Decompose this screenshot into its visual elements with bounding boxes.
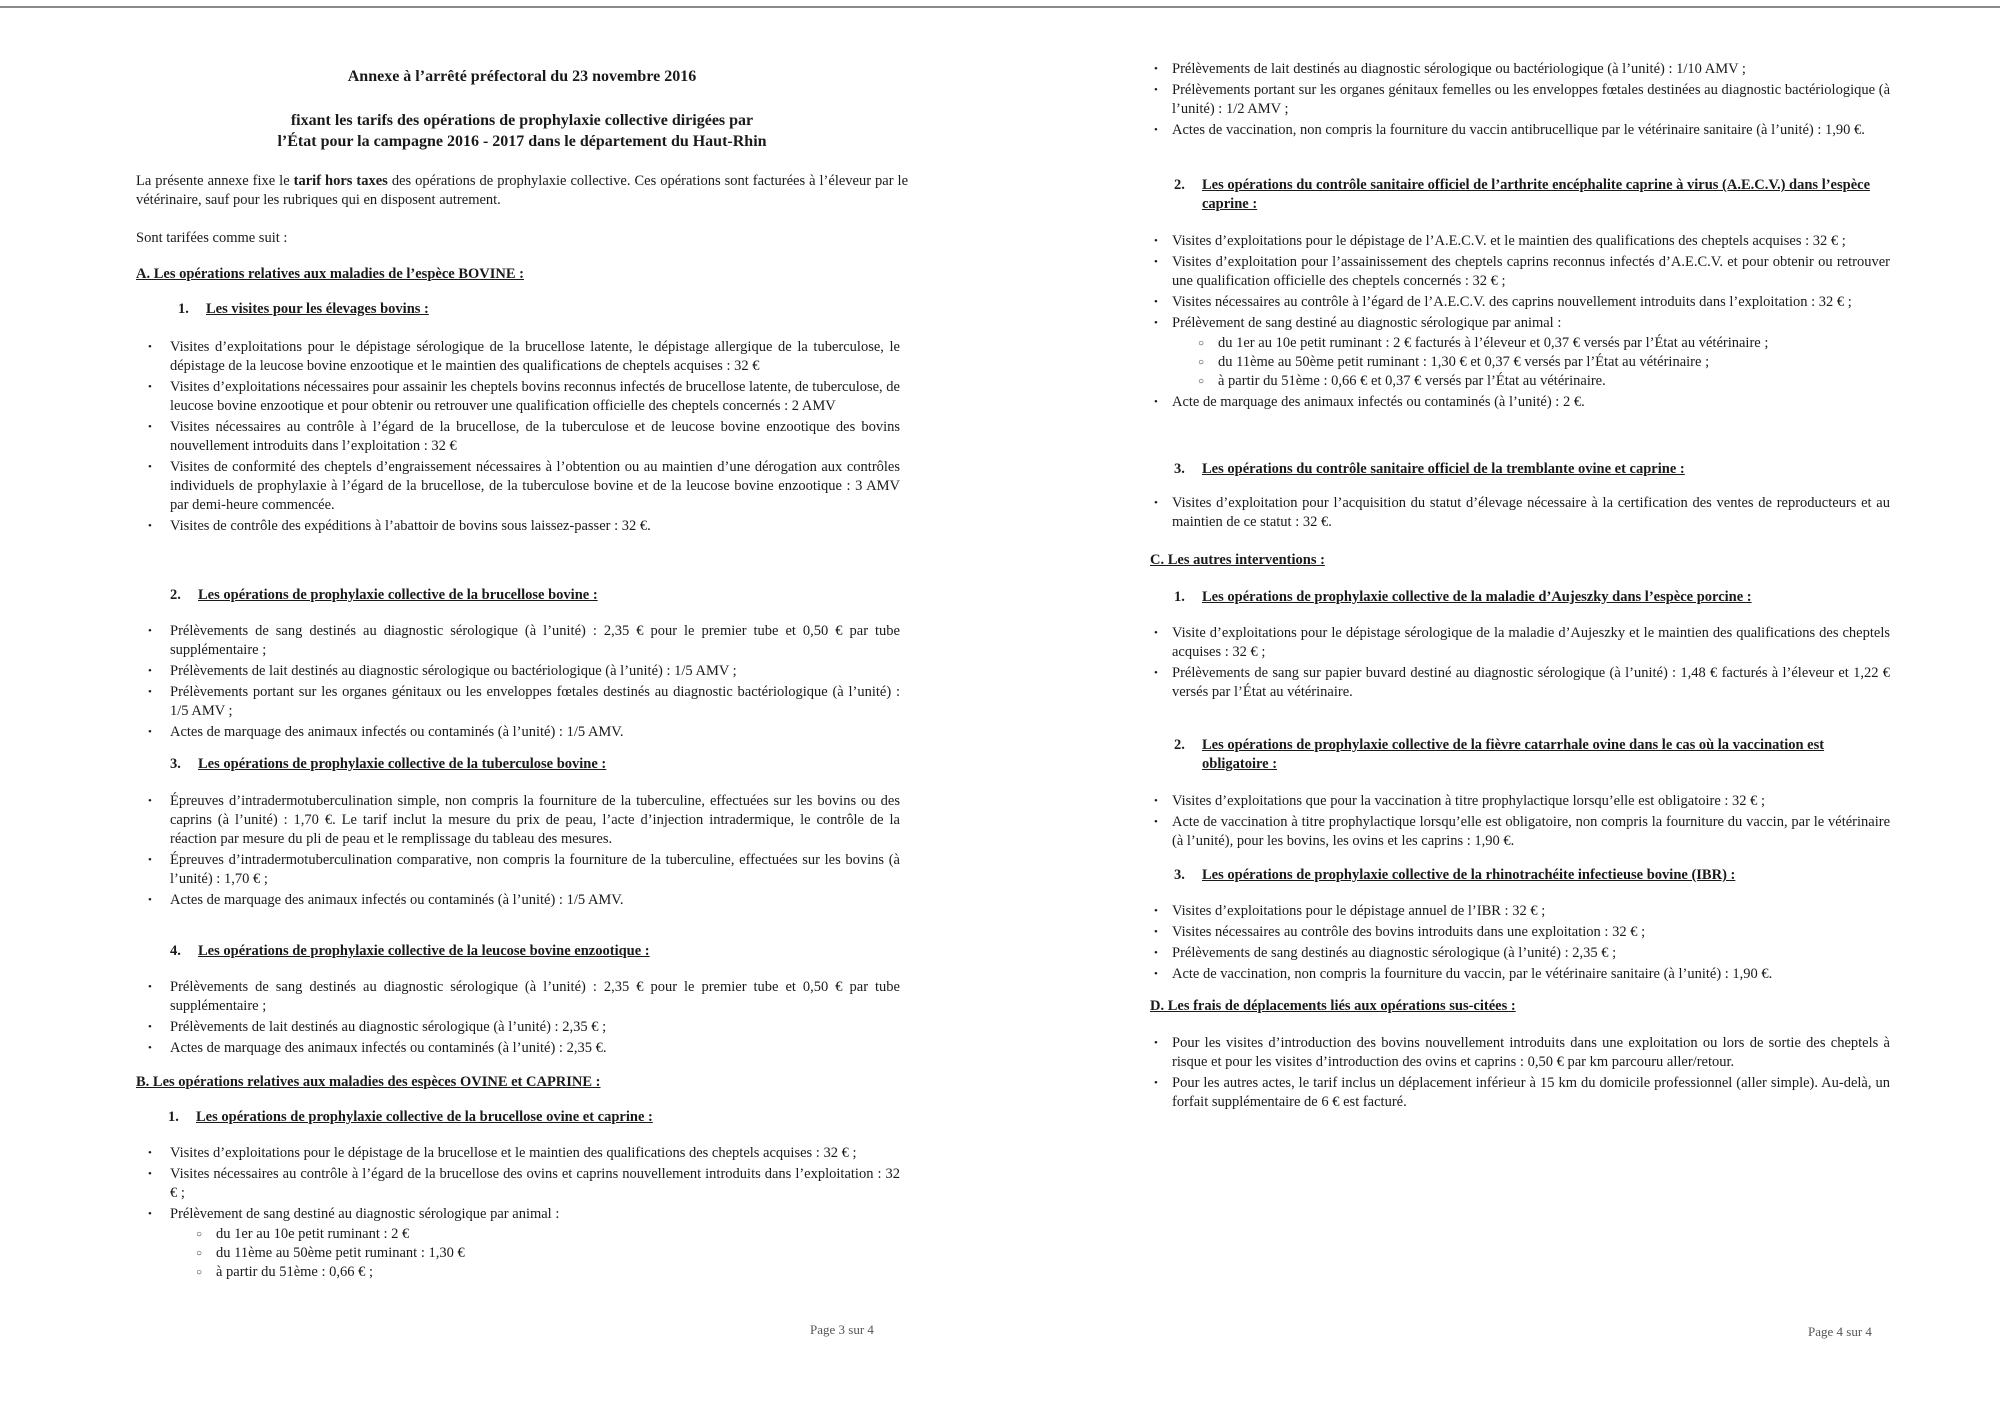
list-d <box>1150 1034 1890 1114</box>
subsection-title: Les opérations de prophylaxie collective de la rhinotrachéite infectieuse bovine (IBR) : <box>1202 867 1736 883</box>
list-item: • Visites d’exploitations pour le dépistage de la brucellose et le maintien des qualifications des cheptels acquises : 32 € ; <box>136 1144 900 1163</box>
subsection-title: Les opérations du contrôle sanitaire officiel de la tremblante ovine et caprine : <box>1202 461 1685 477</box>
section-c-heading: C. Les autres interventions : <box>1150 552 1325 568</box>
subsection-number: 4. <box>170 943 181 959</box>
subsection-title: Les opérations de prophylaxie collective de la maladie d’Aujeszky dans l’espèce porcine : <box>1202 589 1752 605</box>
subsection-b1-heading <box>168 1108 653 1127</box>
list-item: • Visites d’exploitations pour le dépistage annuel de l’IBR : 32 € ; <box>1150 902 1890 921</box>
list-item: • Visites d’exploitation pour l’assainissement des cheptels caprins reconnus infectés d’A.E.C.V. et pour obtenir ou retrouver une qualification officielle des cheptels concernés : 32 € ; <box>1150 253 1890 291</box>
list-item: • Visite d’exploitations pour le dépistage sérologique de la maladie d’Aujeszky et le maintien des qualifications des cheptels acquises : 32 € ; <box>1150 624 1890 662</box>
subsection-c3-heading <box>1174 866 1735 885</box>
sub-list-item: ○ à partir du 51ème : 0,66 € et 0,37 € versés par l’État au vétérinaire. <box>1172 372 1890 391</box>
section-a-heading: A. Les opérations relatives aux maladies de l’espèce BOVINE : <box>136 266 524 282</box>
list-c1 <box>1150 624 1890 704</box>
subsection-number: 2. <box>1174 177 1185 193</box>
list-item: • Acte de marquage des animaux infectés ou contaminés (à l’unité) : 2 €. <box>1150 393 1890 412</box>
list-item: • Actes de marquage des animaux infectés ou contaminés (à l’unité) : 1/5 AMV. <box>136 723 900 742</box>
subsection-a1-heading <box>178 300 429 319</box>
list-b1-continued <box>1150 60 1890 142</box>
list-item: • Visites nécessaires au contrôle des bovins introduits dans une exploitation : 32 € ; <box>1150 923 1890 942</box>
list-item: • Visites d’exploitations pour le dépistage de l’A.E.C.V. et le maintien des qualifications des cheptels acquises : 32 € ; <box>1150 232 1890 251</box>
list-b2 <box>1150 232 1890 414</box>
subsection-title: Les opérations de prophylaxie collective de la fièvre catarrhale ovine dans le cas où la vaccination est obligatoire : <box>1202 737 1825 772</box>
list-item: • Visites d’exploitations que pour la vaccination à titre prophylactique lorsqu’elle est obligatoire : 32 € ; <box>1150 792 1890 811</box>
list-item: • Prélèvements de lait destinés au diagnostic sérologique ou bactériologique (à l’unité) : 1/5 AMV ; <box>136 662 900 681</box>
subsection-number: 2. <box>170 587 181 603</box>
list-item: • Actes de vaccination, non compris la fourniture du vaccin antibrucellique par le vétérinaire sanitaire (à l’unité) : 1,90 €. <box>1150 121 1890 140</box>
subsection-b3-heading <box>1174 460 1685 479</box>
sub-list-item: ○ du 1er au 10e petit ruminant : 2 € <box>170 1225 900 1244</box>
list-item: • Actes de marquage des animaux infectés ou contaminés (à l’unité) : 1/5 AMV. <box>136 891 900 910</box>
list-item: • Prélèvements de sang destinés au diagnostic sérologique (à l’unité) : 2,35 € pour le premier tube et 0,50 € par tube supplémentaire ; <box>136 622 900 660</box>
document-title: Annexe à l’arrêté préfectoral du 23 novembre 2016 <box>347 68 697 85</box>
subsection-number: 3. <box>170 756 181 772</box>
list-item: • Visites nécessaires au contrôle à l’égard de la brucellose des ovins et caprins nouvellement introduits dans l’exploitation : 32 € ; <box>136 1165 900 1203</box>
subsection-c2-heading <box>1174 736 1890 774</box>
list-b1 <box>136 1144 900 1284</box>
document-subtitle-line2: l’État pour la campagne 2016 - 2017 dans le département du Haut-Rhin <box>277 133 767 150</box>
list-item-text: Prélèvement de sang destiné au diagnostic sérologique par animal : <box>1172 315 1562 331</box>
list-item: • Épreuves d’intradermotuberculination simple, non compris la fourniture de la tuberculine, effectuées sur les bovins ou des caprins (à l’unité) : 1,70 €. Le tarif inclut la mesure du prix de peau, l’acte d’injection intradermique, le contrôle de la réaction par mesure du pli de peau et le remplissage du tableau des mesures. <box>136 792 900 849</box>
subsection-number: 3. <box>1174 461 1185 477</box>
subsection-b2-heading <box>1174 176 1890 214</box>
subsection-title: Les visites pour les élevages bovins : <box>206 301 429 317</box>
subsection-number: 2. <box>1174 737 1185 753</box>
subsection-a3-heading <box>170 755 606 774</box>
list-item: • Épreuves d’intradermotuberculination comparative, non compris la fourniture de la tuberculine, effectuées sur les bovins (à l’unité) : 1,70 € ; <box>136 851 900 889</box>
list-item: • Acte de vaccination à titre prophylactique lorsqu’elle est obligatoire, non compris la fourniture du vaccin, par le vétérinaire (à l’unité), pour les bovins, les ovins et les caprins : 1,90 €. <box>1150 813 1890 851</box>
scan-top-line <box>0 6 2000 8</box>
list-item: • Pour les visites d’introduction des bovins nouvellement introduits dans une exploitation ou lors de sortie des cheptels à risque et pour les visites d’introduction des ovins et caprins : 0,50 € par km parcouru aller/retour. <box>1150 1034 1890 1072</box>
list-item: • Visites nécessaires au contrôle à l’égard de l’A.E.C.V. des caprins nouvellement introduits dans l’exploitation : 32 € ; <box>1150 293 1890 312</box>
list-item: • Actes de marquage des animaux infectés ou contaminés (à l’unité) : 2,35 €. <box>136 1039 900 1058</box>
list-item: • Prélèvements de sang destinés au diagnostic sérologique (à l’unité) : 2,35 € ; <box>1150 944 1890 963</box>
list-item: • Visites nécessaires au contrôle à l’égard de la brucellose, de la tuberculose et de leucose bovine enzootique des bovins nouvellement introduits dans l’exploitation : 32 € <box>136 418 900 456</box>
section-b-heading: B. Les opérations relatives aux maladies des espèces OVINE et CAPRINE : <box>136 1074 601 1090</box>
page-number: Page 3 sur 4 <box>810 1322 874 1337</box>
list-a2 <box>136 622 900 744</box>
subsection-a2-heading <box>170 586 598 605</box>
list-item: • Prélèvements portant sur les organes génitaux ou les enveloppes fœtales destinés au diagnostic bactériologique (à l’unité) : 1/5 AMV ; <box>136 683 900 721</box>
list-a1 <box>136 338 900 538</box>
sub-list-item: ○ du 1er au 10e petit ruminant : 2 € facturés à l’éleveur et 0,37 € versés par l’État au vétérinaire ; <box>1172 334 1890 353</box>
list-item: • Visites d’exploitation pour l’acquisition du statut d’élevage nécessaire à la certification des ventes de reproducteurs et au maintien de ce statut : 32 €. <box>1150 494 1890 532</box>
document-subtitle-line1: fixant les tarifs des opérations de prophylaxie collective dirigées par <box>290 112 754 129</box>
subsection-a4-heading <box>170 942 650 961</box>
sub-list-item: ○ à partir du 51ème : 0,66 € ; <box>170 1263 900 1282</box>
section-d-heading: D. Les frais de déplacements liés aux opérations sus-citées : <box>1150 998 1516 1014</box>
list-a3 <box>136 792 900 912</box>
intro-tariffs-line: Sont tarifées comme suit : <box>136 230 288 246</box>
list-item: • Visites de conformité des cheptels d’engraissement nécessaires à l’obtention ou au maintien d’une dérogation aux contrôles individuels de prophylaxie à l’égard de la brucellose, de la tuberculose bovine et de la leucose bovine enzootique : 3 AMV par demi-heure commencée. <box>136 458 900 515</box>
subsection-number: 1. <box>178 301 189 317</box>
list-item: • Acte de vaccination, non compris la fourniture du vaccin, par le vétérinaire sanitaire (à l’unité) : 1,90 €. <box>1150 965 1890 984</box>
list-c3 <box>1150 902 1890 986</box>
list-a4 <box>136 978 900 1060</box>
sub-list <box>1172 334 1890 391</box>
list-item: • Visites de contrôle des expéditions à l’abattoir de bovins sous laissez-passer : 32 €. <box>136 517 900 536</box>
intro-text-end: des opérations de prophylaxie collective. Ces opérations sont facturées à l’éleveur par le vétérinaire, sauf pour les rubriques qui en disposent autrement. <box>136 173 909 208</box>
list-item: • Visites d’exploitations nécessaires pour assainir les cheptels bovins reconnus infectés de brucellose latente, de tuberculose, de leucose bovine enzootique et pour obtenir ou retrouver une qualification officielle des cheptels concernés : 2 AMV <box>136 378 900 416</box>
subsection-title: Les opérations de prophylaxie collective de la brucellose bovine : <box>198 587 598 603</box>
list-item <box>1150 314 1890 391</box>
subsection-number: 1. <box>168 1109 179 1125</box>
page-number: Page 4 sur 4 <box>1808 1324 1872 1339</box>
list-item: • Pour les autres actes, le tarif inclus un déplacement inférieur à 15 km du domicile professionnel (aller simple). Au-delà, un forfait supplémentaire de 6 € est facturé. <box>1150 1074 1890 1112</box>
list-item-text: Prélèvement de sang destiné au diagnostic sérologique par animal : <box>170 1206 560 1222</box>
subsection-title: Les opérations de prophylaxie collective de la tuberculose bovine : <box>198 756 607 772</box>
list-item: • Prélèvements de sang destinés au diagnostic sérologique (à l’unité) : 2,35 € pour le premier tube et 0,50 € par tube supplémentaire ; <box>136 978 900 1016</box>
subsection-title: Les opérations de prophylaxie collective de la leucose bovine enzootique : <box>198 943 650 959</box>
intro-paragraph <box>136 172 908 210</box>
list-item: • Prélèvements de lait destinés au diagnostic sérologique (à l’unité) : 2,35 € ; <box>136 1018 900 1037</box>
intro-text-start: La présente annexe fixe le <box>136 173 290 189</box>
subsection-title: Les opérations de prophylaxie collective de la brucellose ovine et caprine : <box>196 1109 653 1125</box>
subsection-number: 1. <box>1174 589 1185 605</box>
list-b3 <box>1150 494 1890 534</box>
intro-bold-text: tarif hors taxes <box>293 173 388 189</box>
list-item: • Prélèvements de sang sur papier buvard destiné au diagnostic sérologique (à l’unité) : 1,48 € facturés à l’éleveur et 1,22 € versés par l’État au vétérinaire. <box>1150 664 1890 702</box>
subsection-title: Les opérations du contrôle sanitaire officiel de l’arthrite encéphalite caprine à virus (A.E.C.V.) dans l’espèce caprine : <box>1202 177 1870 212</box>
subsection-c1-heading <box>1174 588 1752 607</box>
list-item: • Prélèvements de lait destinés au diagnostic sérologique ou bactériologique (à l’unité) : 1/10 AMV ; <box>1150 60 1890 79</box>
subsection-number: 3. <box>1174 867 1185 883</box>
list-c2 <box>1150 792 1890 853</box>
sub-list-item: ○ du 11ème au 50ème petit ruminant : 1,30 € <box>170 1244 900 1263</box>
sub-list <box>170 1225 900 1282</box>
list-item: • Prélèvements portant sur les organes génitaux femelles ou les enveloppes fœtales destinées au diagnostic bactériologique (à l’unité) : 1/2 AMV ; <box>1150 81 1890 119</box>
sub-list-item: ○ du 11ème au 50ème petit ruminant : 1,30 € et 0,37 € versés par l’État au vétérinaire ; <box>1172 353 1890 372</box>
list-item <box>136 1205 900 1282</box>
list-item: • Visites d’exploitations pour le dépistage sérologique de la brucellose latente, le dépistage allergique de la tuberculose, le dépistage de la leucose bovine enzootique et le maintien des qualifications de cheptels acquises : 32 € <box>136 338 900 376</box>
